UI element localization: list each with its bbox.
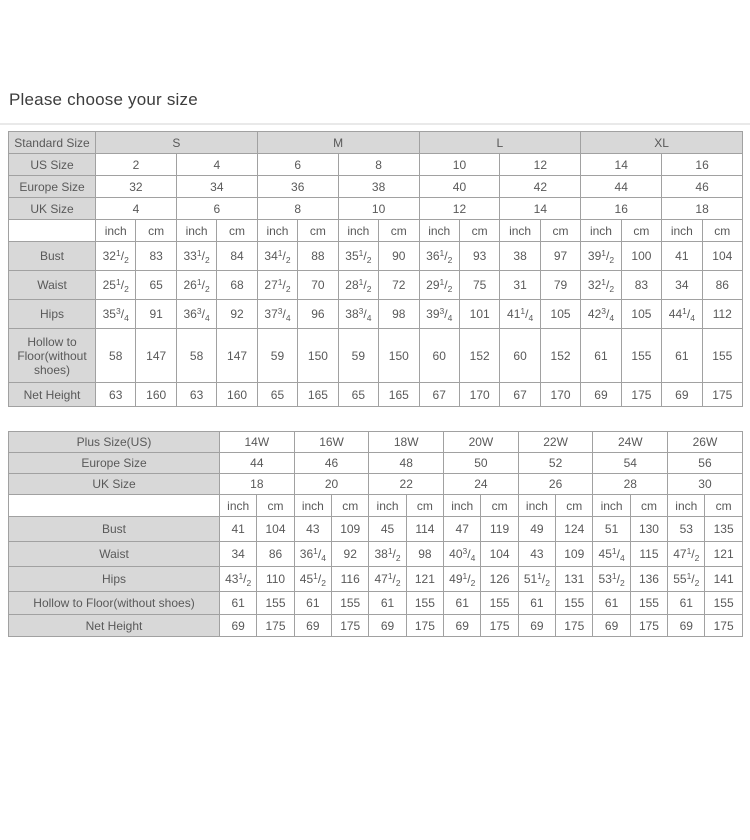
table-cell: cm	[406, 495, 443, 517]
table-cell: $38^3/_4$	[338, 300, 378, 329]
table-cell: 72	[379, 271, 419, 300]
row-label	[9, 220, 96, 242]
table-cell: 24	[444, 474, 519, 495]
table-cell: 59	[257, 329, 297, 383]
table-cell: 61	[662, 329, 702, 383]
row-label: Hollow to Floor(without shoes)	[9, 592, 220, 615]
row-label: Hips	[9, 300, 96, 329]
table-cell: 83	[136, 242, 176, 271]
table-cell: inch	[500, 220, 540, 242]
table-cell: $32^1/_2$	[581, 271, 621, 300]
table-cell: 175	[630, 615, 667, 637]
table-cell: 141	[705, 567, 742, 592]
table-cell: 34	[220, 542, 257, 567]
table-cell: 70	[298, 271, 338, 300]
plus-size-table	[8, 431, 743, 637]
table-cell: 22	[369, 474, 444, 495]
row-label: Bust	[9, 517, 220, 542]
table-cell: L	[419, 132, 581, 154]
table-cell: inch	[96, 220, 136, 242]
table-cell: 16W	[294, 432, 369, 453]
table-cell: S	[96, 132, 258, 154]
row-label: Europe Size	[9, 453, 220, 474]
table-cell: 46	[294, 453, 369, 474]
row-label: Bust	[9, 242, 96, 271]
table-cell: 56	[668, 453, 743, 474]
table-cell: 131	[556, 567, 593, 592]
table-cell: 43	[518, 542, 555, 567]
table-cell: 91	[136, 300, 176, 329]
table-cell: 175	[481, 615, 518, 637]
table-cell: 69	[369, 615, 406, 637]
table-cell: 18	[662, 198, 743, 220]
table-cell: inch	[518, 495, 555, 517]
table-cell: $28^1/_2$	[338, 271, 378, 300]
table-cell: 18W	[369, 432, 444, 453]
table-cell: inch	[593, 495, 630, 517]
table-cell: $40^3/_4$	[444, 542, 481, 567]
table-cell: 155	[630, 592, 667, 615]
table-cell: $36^1/_4$	[294, 542, 331, 567]
table-cell: 38	[500, 242, 540, 271]
row-label	[9, 495, 220, 517]
table-cell: 83	[621, 271, 661, 300]
table-cell: 155	[257, 592, 294, 615]
table-cell: 61	[581, 329, 621, 383]
table-cell: 69	[518, 615, 555, 637]
table-cell: 34	[176, 176, 257, 198]
table-cell: 26W	[668, 432, 743, 453]
table-cell: cm	[459, 220, 499, 242]
table-cell: 112	[702, 300, 742, 329]
table-cell: 22W	[518, 432, 593, 453]
table-cell: $36^3/_4$	[176, 300, 216, 329]
table-cell: 4	[176, 154, 257, 176]
table-cell: 109	[332, 517, 369, 542]
table-cell: 175	[332, 615, 369, 637]
table-cell: 44	[220, 453, 295, 474]
table-cell: 14	[500, 198, 581, 220]
table-cell: cm	[556, 495, 593, 517]
table-cell: 65	[338, 383, 378, 407]
table-cell: 45	[369, 517, 406, 542]
table-cell: 98	[379, 300, 419, 329]
table-cell: 119	[481, 517, 518, 542]
table-cell: 47	[444, 517, 481, 542]
table-cell: 84	[217, 242, 257, 271]
table-cell: $37^3/_4$	[257, 300, 297, 329]
table-cell: 165	[379, 383, 419, 407]
table-cell: cm	[217, 220, 257, 242]
table-cell: $38^1/_2$	[369, 542, 406, 567]
table-cell: 10	[338, 198, 419, 220]
table-cell: 63	[96, 383, 136, 407]
table-cell: $27^1/_2$	[257, 271, 297, 300]
table-cell: 100	[621, 242, 661, 271]
table-cell: 93	[459, 242, 499, 271]
row-label: Waist	[9, 542, 220, 567]
table-cell: 18	[220, 474, 295, 495]
table-cell: 52	[518, 453, 593, 474]
table-cell: $44^1/_4$	[662, 300, 702, 329]
table-cell: 6	[257, 154, 338, 176]
table-cell: inch	[176, 220, 216, 242]
table-cell: 63	[176, 383, 216, 407]
table-cell: 155	[481, 592, 518, 615]
table-cell: 16	[581, 198, 662, 220]
table-cell: 96	[298, 300, 338, 329]
table-cell: inch	[338, 220, 378, 242]
table-cell: cm	[332, 495, 369, 517]
table-cell: $35^3/_4$	[96, 300, 136, 329]
table-cell: cm	[702, 220, 742, 242]
table-cell: 6	[176, 198, 257, 220]
table-cell: 14W	[220, 432, 295, 453]
table-cell: 67	[419, 383, 459, 407]
table-cell: 86	[702, 271, 742, 300]
table-cell: 54	[593, 453, 668, 474]
table-cell: 116	[332, 567, 369, 592]
table-cell: $49^1/_2$	[444, 567, 481, 592]
table-cell: cm	[621, 220, 661, 242]
table-cell: 104	[702, 242, 742, 271]
table-cell: 44	[581, 176, 662, 198]
table-cell: 50	[444, 453, 519, 474]
table-cell: 105	[540, 300, 580, 329]
table-cell: 170	[459, 383, 499, 407]
table-cell: 175	[406, 615, 443, 637]
table-cell: 150	[298, 329, 338, 383]
table-cell: 67	[500, 383, 540, 407]
table-cell: 61	[668, 592, 705, 615]
table-cell: 59	[338, 329, 378, 383]
table-cell: 104	[481, 542, 518, 567]
table-cell: 135	[705, 517, 742, 542]
row-label: Hips	[9, 567, 220, 592]
table-cell: 24W	[593, 432, 668, 453]
table-cell: 175	[556, 615, 593, 637]
table-cell: 41	[662, 242, 702, 271]
table-cell: 175	[705, 615, 742, 637]
table-cell: 69	[662, 383, 702, 407]
table-cell: inch	[662, 220, 702, 242]
table-cell: 150	[379, 329, 419, 383]
table-cell: 165	[298, 383, 338, 407]
table-cell: 155	[406, 592, 443, 615]
table-cell: $47^1/_2$	[369, 567, 406, 592]
table-cell: 12	[500, 154, 581, 176]
table-cell: cm	[481, 495, 518, 517]
table-cell: 58	[176, 329, 216, 383]
table-cell: 12	[419, 198, 500, 220]
table-cell: 79	[540, 271, 580, 300]
table-cell: $39^3/_4$	[419, 300, 459, 329]
row-label: Standard Size	[9, 132, 96, 154]
table-cell: 130	[630, 517, 667, 542]
table-cell: $29^1/_2$	[419, 271, 459, 300]
table-cell: 121	[406, 567, 443, 592]
table-cell: 69	[220, 615, 257, 637]
table-cell: 48	[369, 453, 444, 474]
table-cell: 58	[96, 329, 136, 383]
table-cell: 20W	[444, 432, 519, 453]
table-cell: 28	[593, 474, 668, 495]
table-cell: 36	[257, 176, 338, 198]
table-cell: 75	[459, 271, 499, 300]
table-cell: 86	[257, 542, 294, 567]
table-cell: 104	[257, 517, 294, 542]
table-cell: 51	[593, 517, 630, 542]
table-cell: 61	[444, 592, 481, 615]
table-cell: 69	[294, 615, 331, 637]
table-cell: 61	[220, 592, 257, 615]
table-cell: $45^1/_4$	[593, 542, 630, 567]
row-label: Net Height	[9, 383, 96, 407]
table-cell: 2	[96, 154, 177, 176]
table-cell: cm	[379, 220, 419, 242]
table-cell: inch	[581, 220, 621, 242]
table-cell: 155	[556, 592, 593, 615]
table-cell: 124	[556, 517, 593, 542]
table-cell: 4	[96, 198, 177, 220]
table-cell: $42^3/_4$	[581, 300, 621, 329]
table-cell: 69	[444, 615, 481, 637]
table-cell: 20	[294, 474, 369, 495]
table-cell: 175	[257, 615, 294, 637]
table-cell: 152	[459, 329, 499, 383]
table-cell: $34^1/_2$	[257, 242, 297, 271]
table-cell: 136	[630, 567, 667, 592]
table-cell: $43^1/_2$	[220, 567, 257, 592]
row-label: Europe Size	[9, 176, 96, 198]
table-cell: $55^1/_2$	[668, 567, 705, 592]
table-cell: 49	[518, 517, 555, 542]
table-cell: $51^1/_2$	[518, 567, 555, 592]
table-cell: cm	[630, 495, 667, 517]
row-label: Waist	[9, 271, 96, 300]
table-cell: $32^1/_2$	[96, 242, 136, 271]
table-cell: 101	[459, 300, 499, 329]
row-label: US Size	[9, 154, 96, 176]
table-cell: 16	[662, 154, 743, 176]
table-cell: 88	[298, 242, 338, 271]
table-cell: 114	[406, 517, 443, 542]
table-cell: 97	[540, 242, 580, 271]
table-cell: $41^1/_4$	[500, 300, 540, 329]
standard-size-table	[8, 131, 743, 407]
table-cell: 160	[217, 383, 257, 407]
table-cell: 90	[379, 242, 419, 271]
table-cell: 26	[518, 474, 593, 495]
table-cell: 40	[419, 176, 500, 198]
table-cell: 155	[702, 329, 742, 383]
table-cell: 46	[662, 176, 743, 198]
table-cell: inch	[294, 495, 331, 517]
table-cell: cm	[257, 495, 294, 517]
page-title: Please choose your size	[9, 90, 198, 109]
table-cell: 160	[136, 383, 176, 407]
table-cell: 60	[500, 329, 540, 383]
table-cell: 69	[593, 615, 630, 637]
table-cell: 98	[406, 542, 443, 567]
table-cell: 61	[593, 592, 630, 615]
table-cell: cm	[136, 220, 176, 242]
row-label: Net Height	[9, 615, 220, 637]
table-cell: 110	[257, 567, 294, 592]
table-cell: 10	[419, 154, 500, 176]
table-cell: 65	[136, 271, 176, 300]
table-cell: 155	[705, 592, 742, 615]
table-cell: 41	[220, 517, 257, 542]
table-cell: $33^1/_2$	[176, 242, 216, 271]
table-cell: 32	[96, 176, 177, 198]
table-cell: cm	[705, 495, 742, 517]
table-cell: 53	[668, 517, 705, 542]
table-cell: 121	[705, 542, 742, 567]
table-cell: inch	[220, 495, 257, 517]
table-cell: 43	[294, 517, 331, 542]
table-cell: $53^1/_2$	[593, 567, 630, 592]
table-cell: 155	[332, 592, 369, 615]
table-cell: 170	[540, 383, 580, 407]
row-label: Hollow to Floor(without shoes)	[9, 329, 96, 383]
table-cell: 8	[338, 154, 419, 176]
table-cell: cm	[540, 220, 580, 242]
table-cell: 126	[481, 567, 518, 592]
table-cell: 92	[217, 300, 257, 329]
table-cell: 38	[338, 176, 419, 198]
table-cell: 69	[668, 615, 705, 637]
table-cell: 92	[332, 542, 369, 567]
table-cell: $47^1/_2$	[668, 542, 705, 567]
table-cell: M	[257, 132, 419, 154]
table-cell: inch	[257, 220, 297, 242]
table-cell: 42	[500, 176, 581, 198]
table-cell: 61	[294, 592, 331, 615]
table-cell: $36^1/_2$	[419, 242, 459, 271]
row-label: UK Size	[9, 198, 96, 220]
table-cell: 8	[257, 198, 338, 220]
table-cell: 65	[257, 383, 297, 407]
table-cell: $25^1/_2$	[96, 271, 136, 300]
row-label: Plus Size(US)	[9, 432, 220, 453]
table-cell: inch	[668, 495, 705, 517]
table-cell: 175	[702, 383, 742, 407]
table-cell: inch	[369, 495, 406, 517]
row-label: UK Size	[9, 474, 220, 495]
table-cell: 60	[419, 329, 459, 383]
table-cell: inch	[419, 220, 459, 242]
table-cell: 69	[581, 383, 621, 407]
table-cell: 14	[581, 154, 662, 176]
table-cell: $26^1/_2$	[176, 271, 216, 300]
table-cell: 61	[518, 592, 555, 615]
table-cell: 105	[621, 300, 661, 329]
table-cell: 31	[500, 271, 540, 300]
table-cell: 68	[217, 271, 257, 300]
table-cell: $39^1/_2$	[581, 242, 621, 271]
table-cell: 175	[621, 383, 661, 407]
table-cell: $35^1/_2$	[338, 242, 378, 271]
table-cell: inch	[444, 495, 481, 517]
table-cell: 109	[556, 542, 593, 567]
table-cell: XL	[581, 132, 743, 154]
size-chart-page	[0, 90, 750, 637]
table-cell: 147	[217, 329, 257, 383]
table-cell: cm	[298, 220, 338, 242]
table-cell: $45^1/_2$	[294, 567, 331, 592]
table-cell: 147	[136, 329, 176, 383]
table-cell: 115	[630, 542, 667, 567]
title-divider	[0, 123, 750, 125]
table-cell: 30	[668, 474, 743, 495]
table-cell: 34	[662, 271, 702, 300]
table-cell: 155	[621, 329, 661, 383]
table-cell: 61	[369, 592, 406, 615]
table-cell: 152	[540, 329, 580, 383]
